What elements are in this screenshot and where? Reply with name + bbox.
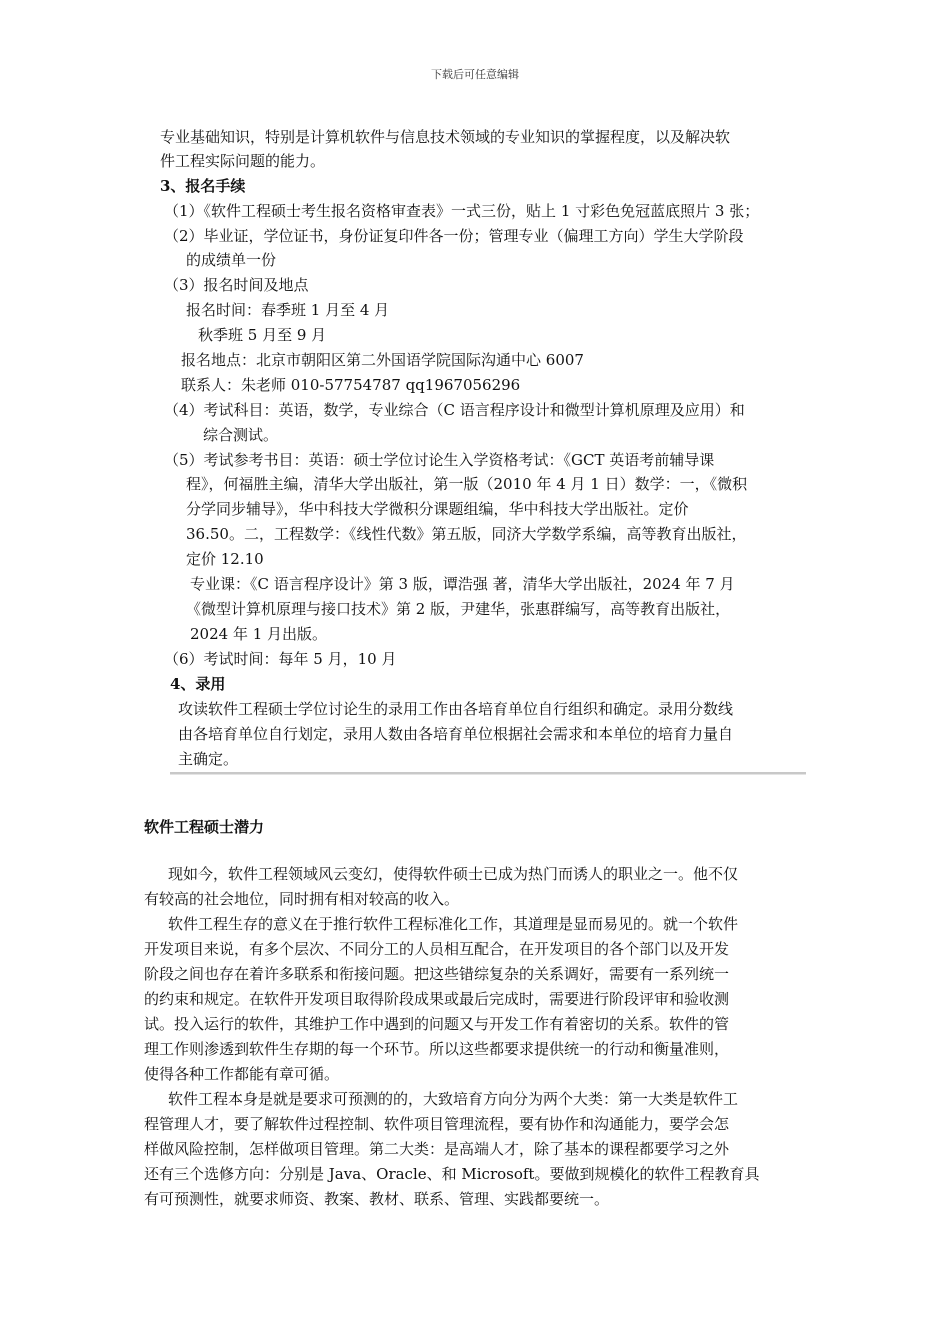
paragraph-line: 有可预测性，就要求师资、教案、教材、联系、管理、实践都要统一。 (144, 1190, 610, 1208)
text-line: 件工程实际问题的能力。 (160, 152, 326, 170)
text-line: 2024 年 1 月出版。 (190, 625, 328, 643)
paragraph-line: 使得各种工作都能有章可循。 (144, 1065, 340, 1083)
paragraph-line: 试。投入运行的软件，其维护工作中遇到的问题又与开发工作有着密切的关系。软件的管 (144, 1015, 730, 1033)
page-header: 下载后可任意编辑 (431, 68, 519, 81)
list-item: （3）报名时间及地点 (164, 276, 309, 294)
text-line: 程》，何福胜主编，清华大学出版社，第一版（2010 年 4 月 1 日）数学：一，《微积 (186, 475, 748, 493)
text-line: 综合测试。 (203, 426, 279, 444)
text-line: 定价 12.10 (186, 550, 264, 568)
list-item: （6）考试时间：每年 5 月，10 月 (164, 650, 397, 668)
text-line: 36.50。二，工程数学：《线性代数》第五版，同济大学数学系编，高等教育出版社， (186, 525, 747, 543)
paragraph-line: 样做风险控制，怎样做项目管理。第二大类：是高端人才，除了基本的课程都要学习之外 (144, 1140, 730, 1158)
section-heading: 3、报名手续 (160, 177, 246, 195)
paragraph-line: 阶段之间也存在着许多联系和衔接问题。把这些错综复杂的关系调好，需要有一系列统一 (144, 965, 730, 983)
text-line: 由各培育单位自行划定，录用人数由各培育单位根据社会需求和本单位的培育力量自 (178, 725, 734, 743)
list-item: （4）考试科目：英语，数学，专业综合（C 语言程序设计和微型计算机原理及应用）和 (164, 401, 745, 419)
list-item: （2）毕业证，学位证书，身份证复印件各一份；管理专业（偏理工方向）学生大学阶段 (164, 227, 744, 245)
text-line: 专业基础知识，特别是计算机软件与信息技术领域的专业知识的掌握程度，以及解决软 (160, 128, 731, 146)
text-line: 专业课：《C 语言程序设计》第 3 版，谭浩强 著，清华大学出版社，2024 年 7 月 (190, 575, 735, 593)
text-line: 主确定。 (178, 750, 239, 768)
article-heading: 软件工程硕士潜力 (144, 818, 265, 836)
paragraph-line: 软件工程本身是就是要求可预测的的，大致培育方向分为两个大类：第一大类是软件工 (168, 1090, 739, 1108)
text-line: 报名地点：北京市朝阳区第二外国语学院国际沟通中心 6007 (181, 351, 584, 369)
text-line: 报名时间：春季班 1 月至 4 月 (186, 301, 390, 319)
text-line: 攻读软件工程硕士学位讨论生的录用工作由各培育单位自行组织和确定。录用分数线 (178, 700, 734, 718)
list-item: （5）考试参考书目：英语：硕士学位讨论生入学资格考试：《GCT 英语考前辅导课 (164, 451, 715, 469)
text-line: 的成绩单一份 (186, 251, 277, 269)
paragraph-line: 程管理人才，要了解软件过程控制、软件项目管理流程，要有协作和沟通能力，要学会怎 (144, 1115, 730, 1133)
paragraph-line: 有较高的社会地位，同时拥有相对较高的收入。 (144, 890, 460, 908)
section-heading: 4、录用 (170, 675, 226, 693)
paragraph-line: 还有三个选修方向：分别是 Java、Oracle、和 Microsoft。要做到规模化的软件工程教育具 (144, 1165, 760, 1183)
text-line: 《微型计算机原理与接口技术》第 2 版，尹建华，张惠群编写，高等教育出版社， (186, 600, 731, 618)
text-line: 联系人：朱老师 010-57754787 qq1967056296 (181, 376, 521, 394)
paragraph-line: 现如今，软件工程领域风云变幻，使得软件硕士已成为热门而诱人的职业之一。他不仅 (168, 865, 739, 883)
text-line: 分学同步辅导》，华中科技大学微积分课题组编，华中科技大学出版社。定价 (186, 500, 689, 518)
text-line: 秋季班 5 月至 9 月 (198, 326, 327, 344)
list-item: （1）《软件工程硕士考生报名资格审查表》一式三份，贴上 1 寸彩色免冠蓝底照片 3 张； (164, 202, 760, 220)
paragraph-line: 理工作则渗透到软件生存期的每一个环节。所以这些都要求提供统一的行动和衡量准则， (144, 1040, 730, 1058)
horizontal-divider (170, 772, 806, 775)
paragraph-line: 开发项目来说，有多个层次、不同分工的人员相互配合，在开发项目的各个部门以及开发 (144, 940, 730, 958)
paragraph-line: 软件工程生存的意义在于推行软件工程标准化工作，其道理是显而易见的。就一个软件 (168, 915, 739, 933)
paragraph-line: 的约束和规定。在软件开发项目取得阶段成果或最后完成时，需要进行阶段评审和验收测 (144, 990, 730, 1008)
